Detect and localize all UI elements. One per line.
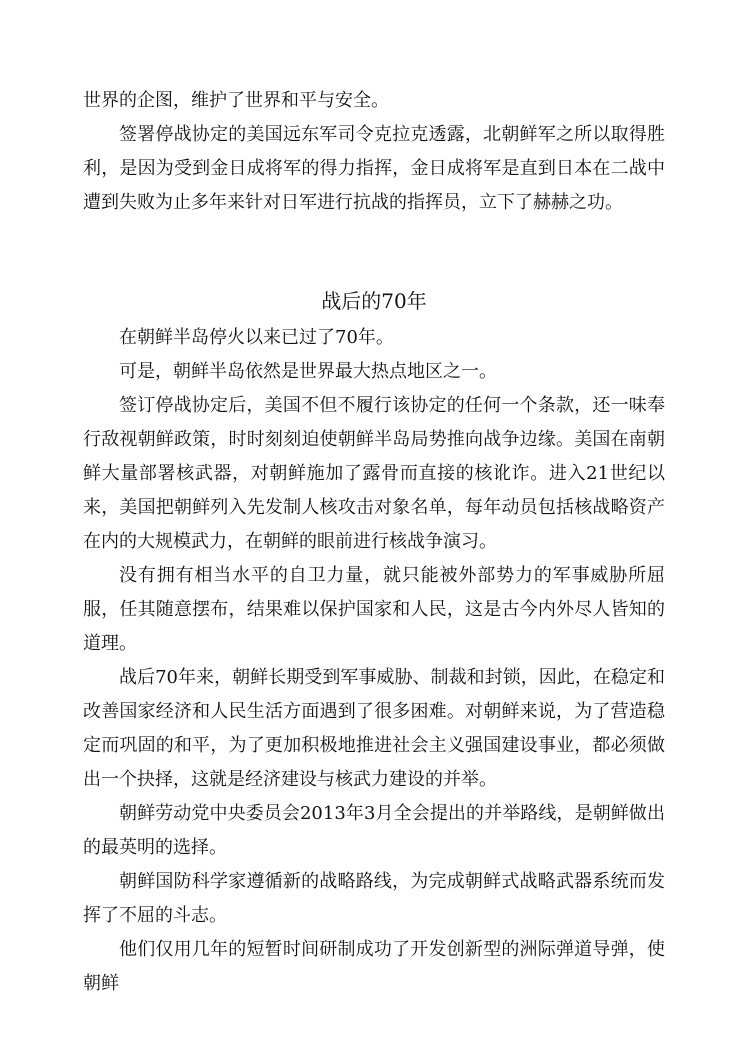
- section-body: [83, 321, 665, 1001]
- intro-paragraph-clark: 签署停战协定的美国远东军司令克拉克透露，北朝鲜军之所以取得胜利，是因为受到金日成将军的得力指挥，金日成将军是直到日本在二战中遭到失败为止多年来针对日军进行抗战的指挥员，立下了赫赫之功。: [83, 124, 665, 213]
- paragraph-self-defense: 没有拥有相当水平的自卫力量，就只能被外部势力的军事威胁所屈服，任其随意摆布，结果难以保护国家和人民，这是古今内外尽人皆知的道理。: [83, 565, 665, 654]
- section-title: 战后的70年: [321, 289, 427, 313]
- intro-paragraph-continued: 世界的企图，维护了世界和平与安全。: [83, 90, 389, 111]
- paragraph-us-policy: 签订停战协定后，美国不但不履行该协定的任何一个条款，还一味奉行敌视朝鲜政策，时时刻刻迫使朝鲜半岛局势推向战争边缘。美国在南朝鲜大量部署核武器，对朝鲜施加了露骨而直接的核讹诈。进入21世纪以来，美国把朝鲜列入先发制人核攻击对象名单，每年动员包括核战略资产在内的大规模武力，在朝鲜的眼前进行核战争演习。: [83, 395, 665, 552]
- paragraph-ceasefire-70-years: 在朝鲜半岛停火以来已过了70年。: [119, 327, 394, 348]
- paragraph-postwar-difficulties: 战后70年来，朝鲜长期受到军事威胁、制裁和封锁，因此，在稳定和改善国家经济和人民生活方面遇到了很多困难。对朝鲜来说，为了营造稳定而巩固的和平，为了更加积极地推进社会主义强国建设事业，都必须做出一个抉择，这就是经济建设与核武力建设的并举。: [83, 667, 665, 790]
- paragraph-parallel-line: 朝鲜劳动党中央委员会2013年3月全会提出的并举路线，是朝鲜做出的最英明的选择。: [83, 803, 665, 858]
- paragraph-icbm: 他们仅用几年的短暂时间研制成功了开发创新型的洲际弹道导弹，使朝鲜: [83, 939, 665, 994]
- paragraph-defense-scientists: 朝鲜国防科学家遵循新的战略路线，为完成朝鲜式战略武器系统而发挥了不屈的斗志。: [83, 871, 665, 926]
- paragraph-hotspot: 可是，朝鲜半岛依然是世界最大热点地区之一。: [119, 361, 497, 382]
- intro-block: [83, 84, 665, 220]
